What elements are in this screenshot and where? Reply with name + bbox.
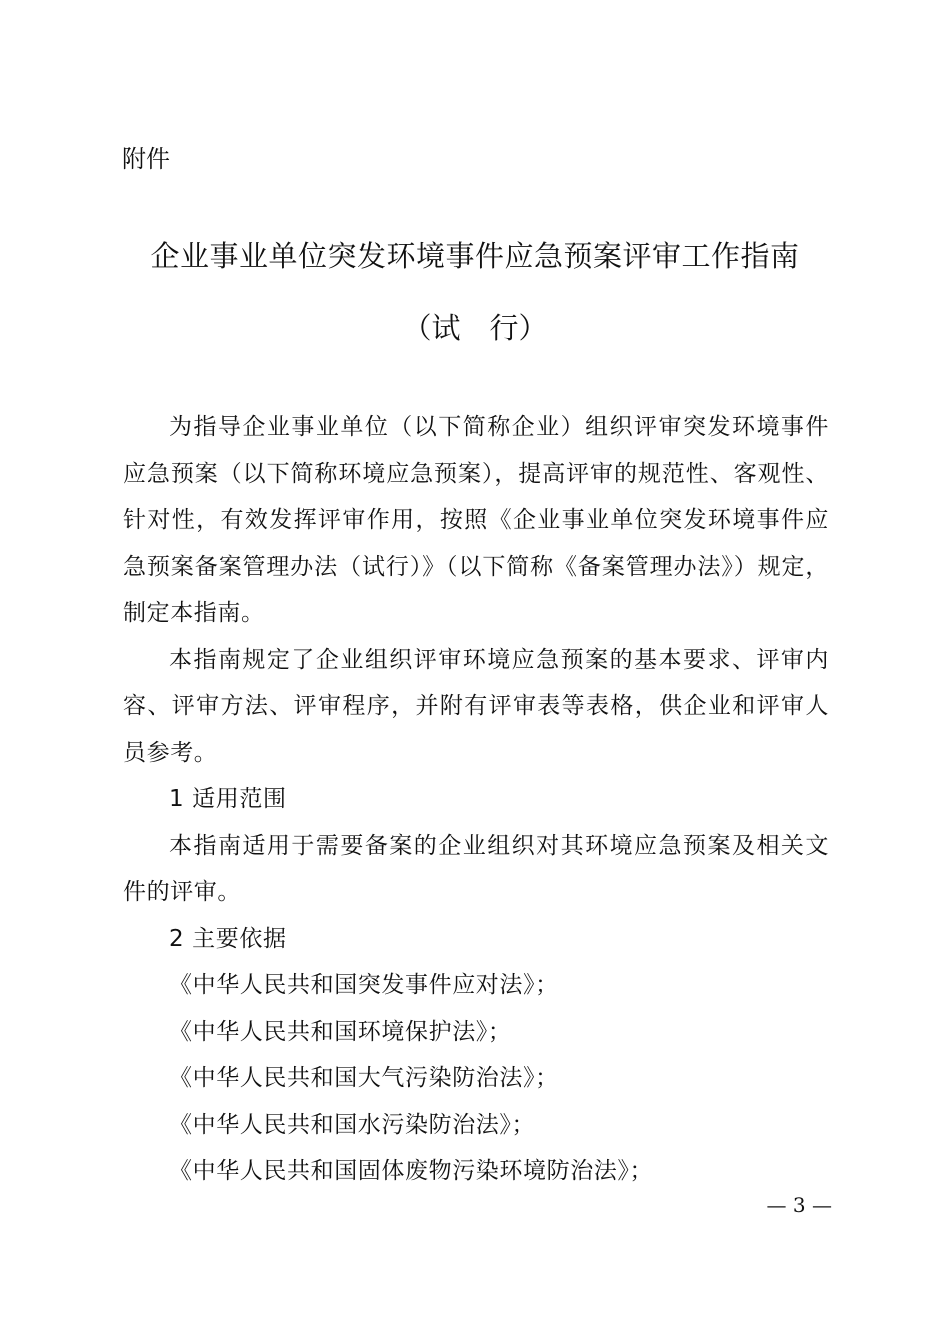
- law-item: 《中华人民共和国大气污染防治法》；: [169, 1065, 559, 1091]
- intro-paragraph-2: 本指南规定了企业组织评审环境应急预案的基本要求、评审内容、评审方法、评审程序，并附有评审表等表格，供企业和评审人员参考。: [123, 646, 829, 766]
- document-body: [123, 404, 829, 1195]
- document-title: 企业事业单位突发环境事件应急预案评审工作指南: [150, 239, 800, 273]
- intro-paragraph-1: 为指导企业事业单位（以下简称企业）组织评审突发环境事件应急预案（以下简称环境应急预案），提高评审的规范性、客观性、针对性，有效发挥评审作用，按照《企业事业单位突发环境事件应急预案备案管理办法（试行）》（以下简称《备案管理办法》）规定，制定本指南。: [123, 414, 829, 626]
- law-item: 《中华人民共和国环境保护法》；: [169, 1018, 512, 1045]
- page-number: — 3 —: [766, 1193, 832, 1217]
- attachment-label: 附件: [122, 145, 170, 173]
- section-heading-scope: 1 适用范围: [169, 786, 287, 812]
- law-item: 《中华人民共和国水污染防治法》；: [169, 1111, 536, 1138]
- document-subtitle: （试 行）: [402, 311, 548, 345]
- section-text-scope: 本指南适用于需要备案的企业组织对其环境应急预案及相关文件的评审。: [123, 832, 829, 905]
- section-heading-basis: 2 主要依据: [169, 925, 287, 952]
- law-item: 《中华人民共和国突发事件应对法》；: [169, 972, 559, 998]
- law-item: 《中华人民共和国固体废物污染环境防治法》；: [169, 1158, 654, 1184]
